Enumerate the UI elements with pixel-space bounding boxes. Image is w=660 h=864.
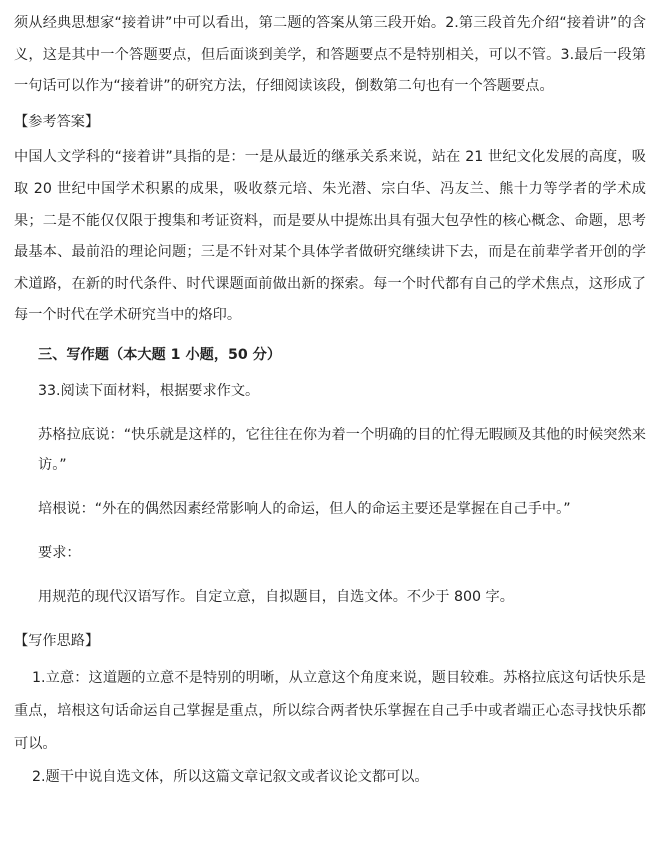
requirement-text: 用规范的现代汉语写作。自定立意，自拟题目，自选文体。不少于 800 字。 <box>38 588 514 605</box>
writing-idea-2: 2.题干中说自选文体，所以这篇文章记叙文或者议论文都可以。 <box>32 768 429 785</box>
writing-section-title: 三、写作题（本大题 1 小题，50 分） <box>38 346 282 363</box>
reference-answer-paragraph: 中国人文学科的“接着讲”具指的是：一是从最近的继承关系来说，站在 21 世纪文化发展的高度，吸取 20 世纪中国学术积累的成果，吸收蔡元培、朱光潜、宗白华、冯友兰、熊十力等学者的学术成果；二是不能仅仅限于搜集和考证资料，而是要从中提炼出具有强大包孕性的核心概念、命题，思考最基本、最前沿的理论问题；三是不针对某个具体学者做研究继续讲下去，而是在前辈学者开创的学术道路，在新的时代条件、时代课题面前做出新的探索。每一个时代都有自己的学术焦点，这形成了每一个时代在学术研究当中的烙印。 <box>14 149 646 324</box>
reference-answer-heading: 【参考答案】 <box>14 113 100 130</box>
question-intro: 33.阅读下面材料，根据要求作文。 <box>38 382 260 399</box>
requirement-label: 要求： <box>38 544 81 561</box>
socrates-quote: 苏格拉底说：“快乐就是这样的，它往往在你为着一个明确的目的忙得无暇顾及其他的时候突然来访。” <box>38 426 646 473</box>
writing-ideas-heading: 【写作思路】 <box>14 632 100 649</box>
bacon-quote: 培根说：“外在的偶然因素经常影响人的命运，但人的命运主要还是掌握在自己手中。” <box>38 500 571 517</box>
intro-paragraph: 须从经典思想家“接着讲”中可以看出，第二题的答案从第三段开始。2.第三段首先介绍“接着讲”的含义，这是其中一个答题要点，但后面谈到美学，和答题要点不是特别相关，可以不管。3.最后一段第一句话可以作为“接着讲”的研究方法，仔细阅读该段，倒数第二句也有一个答题要点。 <box>14 15 646 95</box>
writing-idea-1: 1.立意：这道题的立意不是特别的明晰，从立意这个角度来说，题目较难。苏格拉底这句话快乐是重点，培根这句话命运自己掌握是重点，所以综合两者快乐掌握在自己手中或者端正心态寻找快乐都可以。 <box>14 669 646 752</box>
